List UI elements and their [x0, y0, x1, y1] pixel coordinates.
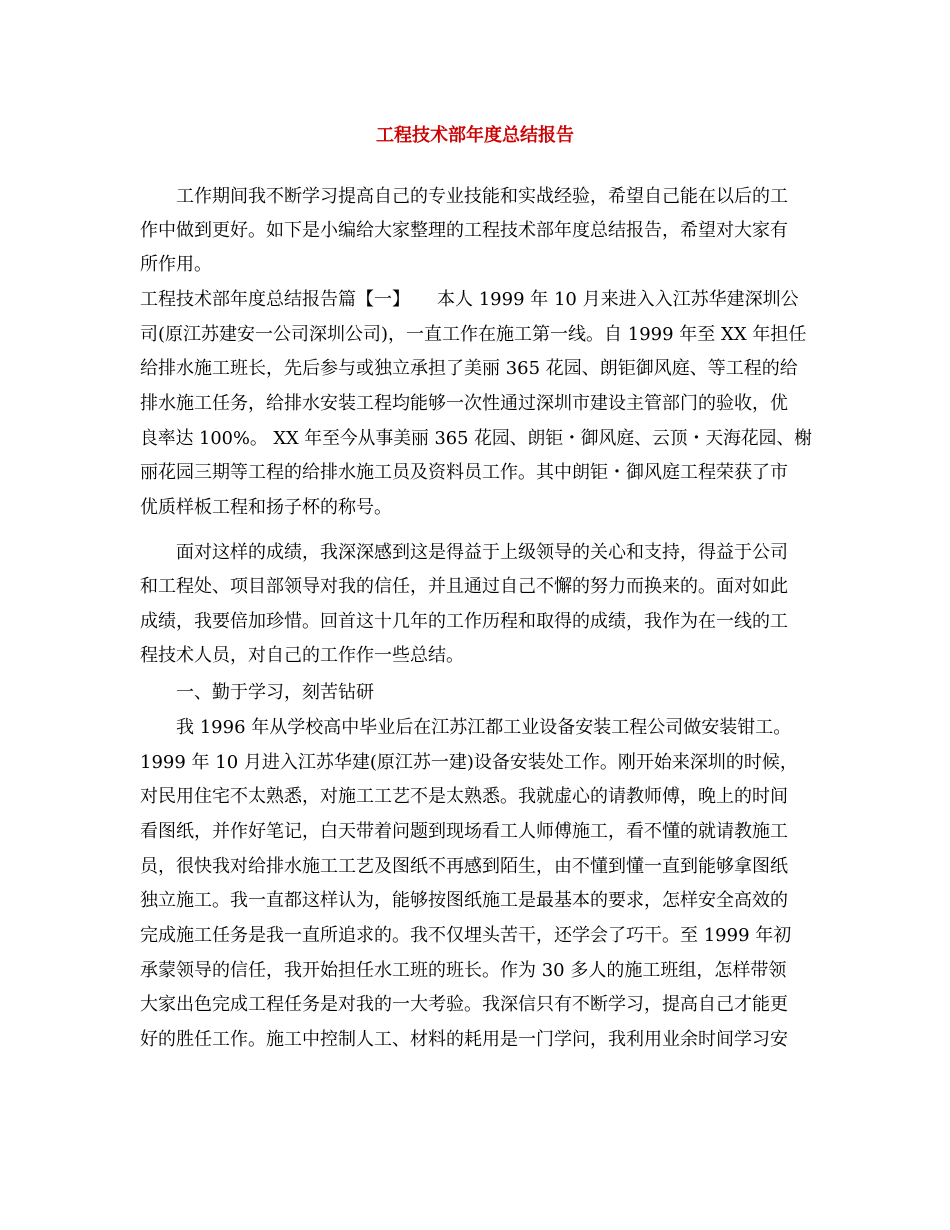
body-line: 一、勤于学习，刻苦钻研	[176, 682, 374, 703]
body-line: 工程技术部年度总结报告篇【一】 本人 1999 年 10 月来进入入江苏华建深圳公	[140, 289, 799, 310]
document-title: 工程技术部年度总结报告	[376, 125, 574, 146]
body-line: 面对这样的成绩，我深深感到这是得益于上级领导的关心和支持，得益于公司	[176, 542, 788, 563]
body-line: 员，很快我对给排水施工工艺及图纸不再感到陌生，由不懂到懂一直到能够拿图纸	[140, 856, 788, 877]
body-line: 良率达 100%。 XX 年至今从事美丽 365 花园、朗钜・御风庭、云顶・天海花园、榭	[140, 428, 813, 449]
body-line: 作中做到更好。如下是小编给大家整理的工程技术部年度总结报告，希望对大家有	[140, 220, 788, 241]
body-line: 给排水施工班长，先后参与或独立承担了美丽 365 花园、朗钜御风庭、等工程的给	[140, 358, 798, 379]
body-line: 司(原江苏建安一公司深圳公司)，一直工作在施工第一线。自 1999 年至 XX 年担任	[140, 324, 807, 345]
body-line: 所作用。	[140, 254, 212, 275]
body-line: 优质样板工程和扬子杯的称号。	[140, 497, 392, 518]
body-line: 丽花园三期等工程的给排水施工员及资料员工作。其中朗钜・御风庭工程荣获了市	[140, 462, 788, 483]
body-line: 独立施工。我一直都这样认为，能够按图纸施工是最基本的要求，怎样安全高效的	[140, 890, 788, 911]
body-line: 大家出色完成工程任务是对我的一大考验。我深信只有不断学习，提高自己才能更	[140, 994, 788, 1015]
body-line: 和工程处、项目部领导对我的信任，并且通过自己不懈的努力而换来的。面对如此	[140, 576, 788, 597]
body-line: 1999 年 10 月进入江苏华建(原江苏一建)设备安装处工作。刚开始来深圳的时候，	[140, 752, 798, 773]
body-line: 好的胜任工作。施工中控制人工、材料的耗用是一门学问，我利用业余时间学习安	[140, 1029, 788, 1050]
body-line: 程技术人员，对自己的工作作一些总结。	[140, 645, 464, 666]
body-line: 完成施工任务是我一直所追求的。我不仅埋头苦干，还学会了巧干。至 1999 年初	[140, 925, 792, 946]
body-line: 对民用住宅不太熟悉，对施工工艺不是太熟悉。我就虚心的请教师傅，晚上的时间	[140, 786, 788, 807]
body-line: 排水施工任务，给排水安装工程均能够一次性通过深圳市建设主管部门的验收，优	[140, 393, 788, 414]
body-line: 我 1996 年从学校高中毕业后在江苏江都工业设备安装工程公司做安装钳工。	[176, 717, 792, 738]
body-line: 成绩，我要倍加珍惜。回首这十几年的工作历程和取得的成绩，我作为在一线的工	[140, 611, 788, 632]
body-line: 工作期间我不断学习提高自己的专业技能和实战经验，希望自己能在以后的工	[176, 186, 788, 207]
body-line: 承蒙领导的信任，我开始担任水工班的班长。作为 30 多人的施工班组，怎样带领	[140, 960, 787, 981]
body-line: 看图纸，并作好笔记，白天带着问题到现场看工人师傅施工，看不懂的就请教施工	[140, 821, 788, 842]
